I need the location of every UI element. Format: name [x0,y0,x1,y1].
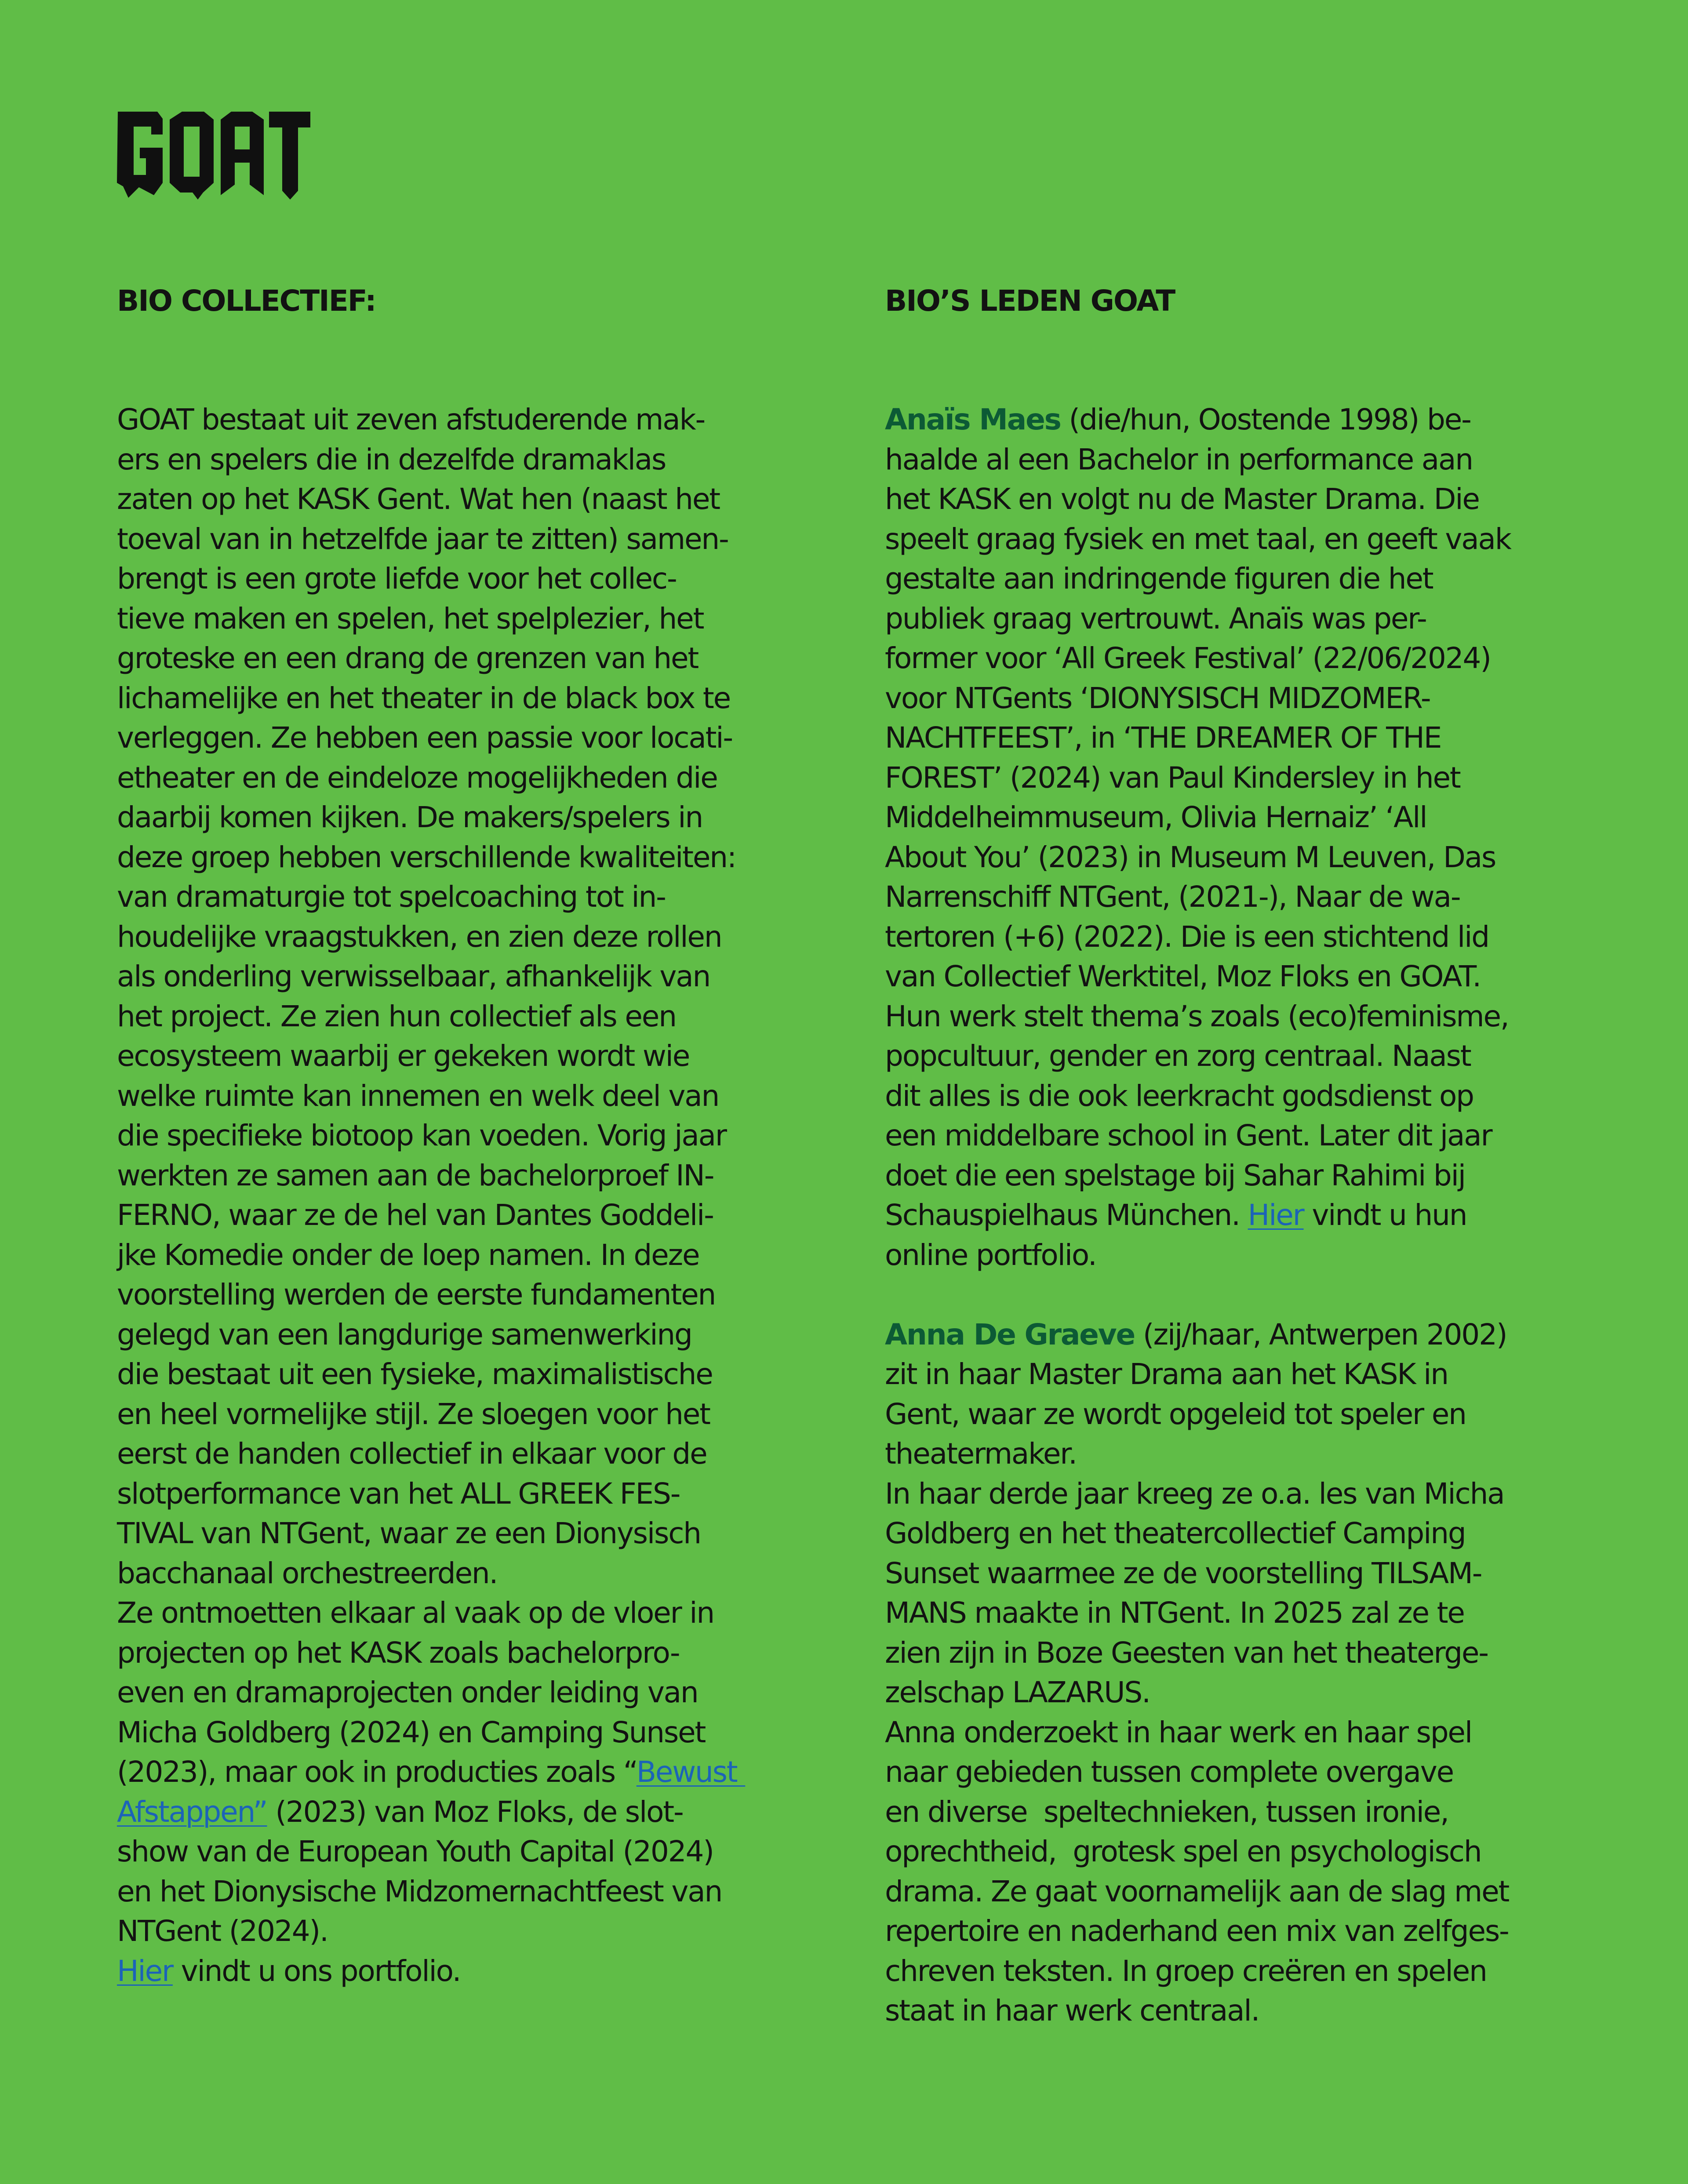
text-line [117,1911,794,1951]
text-line [885,559,1571,599]
text-segment: staat in haar werk centraal. [885,1994,1259,2028]
text-segment: als onderling verwisselbaar, afhankelijk van [117,959,710,993]
text-segment: naar gebieden tussen complete overgave [885,1755,1454,1789]
text-line [117,1236,794,1276]
text-segment: doet die een spelstage bij Sahar Rahimi bij [885,1158,1465,1192]
text-segment: About You’ (2023) in Museum M Leuven, Das [885,840,1496,874]
text-segment: Ze ontmoetten elkaar al vaak op de vloer in [117,1596,714,1630]
text-line [885,1514,1571,1554]
text-segment: gelegd van een langdurige samenwerking [117,1317,692,1352]
text-segment: TIVAL van NTGent, waar ze een Dionysisch [117,1516,701,1550]
members-bio-heading: BIO’S LEDEN GOAT [885,284,1175,318]
text-segment: NTGent (2024). [117,1914,328,1948]
text-line [885,1951,1571,1991]
text-segment: MANS maakte in NTGent. In 2025 zal ze te [885,1596,1464,1630]
text-line [885,718,1571,758]
text-segment: In haar derde jaar kreeg ze o.a. les van Micha [885,1476,1504,1511]
text-line [885,1752,1571,1792]
portfolio-link[interactable]: Hier [117,1954,173,1988]
text-segment: dit alles is die ook leerkracht godsdienst op [885,1079,1473,1113]
text-line [117,480,794,520]
text-segment: haalde al een Bachelor in performance aan [885,442,1473,476]
text-segment: het KASK en volgt nu de Master Drama. Die [885,482,1479,516]
text-segment: slotperformance van het ALL GREEK FES- [117,1476,680,1511]
text-segment: zit in haar Master Drama aan het KASK in [885,1357,1448,1391]
text-line [885,1792,1571,1832]
text-line [117,1156,794,1196]
text-segment: eerst de handen collectief in elkaar voor de [117,1437,707,1471]
text-segment: en het Dionysische Midzomernachtfeest van [117,1874,722,1908]
text-segment: zaten op het KASK Gent. Wat hen (naast het [117,482,720,516]
text-segment: lichamelijke en het theater in de black box te [117,681,731,715]
text-line [117,1872,794,1912]
text-line [885,798,1571,838]
text-line [885,1872,1571,1912]
text-line [117,1554,794,1594]
text-line [885,1434,1571,1474]
portfolio-link[interactable]: Afstappen” [117,1795,267,1829]
text-segment: (die/hun, Oostende 1998) be- [1060,403,1471,436]
member-name: Anna De Graeve [885,1317,1135,1352]
text-segment: (2023), maar ook in producties zoals “ [117,1755,637,1789]
text-line [885,1474,1571,1514]
text-line [117,1434,794,1474]
text-line [885,877,1571,917]
text-line [117,1951,794,1991]
text-line [885,957,1571,997]
text-line [885,1395,1571,1435]
text-line [117,400,794,440]
text-segment: groteske en een drang de grenzen van het [117,641,698,675]
text-line [117,1076,794,1116]
text-line [885,1713,1571,1753]
text-segment: show van de European Youth Capital (2024) [117,1835,713,1868]
text-segment: werkten ze samen aan de bachelorproef IN- [117,1158,714,1192]
text-segment: en heel vormelijke stijl. Ze sloegen voor het [117,1397,710,1431]
text-segment: vindt u hun [1303,1198,1467,1232]
text-line [885,1156,1571,1196]
text-line [117,758,794,798]
members-bio-column [885,281,1571,2031]
text-segment: zien zijn in Boze Geesten van het theaterge- [885,1635,1488,1670]
portfolio-link[interactable]: Hier [1248,1198,1304,1232]
text-segment: former voor ‘All Greek Festival’ (22/06/2024) [885,641,1491,675]
text-line [885,1593,1571,1633]
text-line [885,1554,1571,1594]
text-segment: die specifieke biotoop kan voeden. Vorig jaar [117,1119,726,1152]
text-line [885,1315,1571,1355]
text-segment: publiek graag vertrouwt. Anaïs was per- [885,601,1426,636]
text-segment: Micha Goldberg (2024) en Camping Sunset [117,1715,706,1749]
text-line [885,1673,1571,1713]
text-line [117,1116,794,1156]
text-line [885,1991,1571,2031]
text-segment: NACHTFEEST’, in ‘THE DREAMER OF THE [885,721,1441,755]
text-segment: FERNO, waar ze de hel van Dantes Goddeli- [117,1198,713,1232]
text-line [885,440,1571,480]
text-segment: jke Komedie onder de loep namen. In deze [117,1238,699,1272]
text-segment: van dramaturgie tot spelcoaching tot in- [117,880,666,914]
text-line [885,1076,1571,1116]
text-line [117,838,794,878]
collective-bio-text [117,400,794,1991]
member-name: Anaïs Maes [885,403,1061,436]
text-segment: verleggen. Ze hebben een passie voor locati- [117,721,733,755]
text-segment: die bestaat uit een fysieke, maximalistische [117,1357,713,1391]
text-line [117,1514,794,1554]
text-line [117,1474,794,1514]
text-line [117,997,794,1037]
text-segment: van Collectief Werktitel, Moz Floks en GOAT. [885,959,1481,993]
text-segment: popcultuur, gender en zorg centraal. Naast [885,1039,1471,1073]
text-segment: (2023) van Moz Floks, de slot- [267,1795,683,1829]
text-segment: theatermaker. [885,1437,1077,1471]
text-segment: drama. Ze gaat voornamelijk aan de slag met [885,1874,1509,1908]
text-line [885,758,1571,798]
text-line [885,1355,1571,1395]
text-segment: Narrenschiff NTGent, (2021-), Naar de wa- [885,880,1460,914]
text-line [885,520,1571,560]
text-line [117,957,794,997]
goat-logo [115,109,312,200]
text-segment: Middelheimmuseum, Olivia Hernaiz’ ‘All [885,800,1427,834]
text-segment: bacchanaal orchestreerden. [117,1556,498,1590]
text-line [117,1752,794,1792]
text-segment: Anna onderzoekt in haar werk en haar spel [885,1715,1472,1749]
text-segment: Gent, waar ze wordt opgeleid tot speler en [885,1397,1466,1431]
text-segment: een middelbare school in Gent. Later dit jaar [885,1119,1492,1152]
text-segment: oprechtheid, grotesk spel en psychologisch [885,1835,1481,1868]
text-segment: even en dramaprojecten onder leiding van [117,1675,698,1709]
text-segment: daarbij komen kijken. De makers/spelers in [117,800,703,834]
text-line [117,877,794,917]
text-line [117,1395,794,1435]
text-segment: online portfolio. [885,1238,1096,1272]
text-segment: brengt is een grote liefde voor het collec- [117,562,677,596]
text-line [117,440,794,480]
text-segment: houdelijke vraagstukken, en zien deze rollen [117,919,722,954]
text-line [117,718,794,758]
text-segment: ecosysteem waarbij er gekeken wordt wie [117,1039,690,1073]
text-line [885,1911,1571,1951]
text-line [885,1036,1571,1076]
text-segment: gestalte aan indringende figuren die het [885,562,1433,596]
text-segment: repertoire en naderhand een mix van zelfges- [885,1914,1509,1948]
text-line [885,1116,1571,1156]
text-segment: FOREST’ (2024) van Paul Kindersley in het [885,760,1460,795]
text-segment: tieve maken en spelen, het spelplezier, het [117,601,704,636]
portfolio-link[interactable]: Bewust [636,1755,746,1789]
text-line [117,1036,794,1076]
text-line [117,1275,794,1315]
text-line [885,599,1571,639]
text-line [885,1832,1571,1872]
text-segment: Sunset waarmee ze de voorstelling TILSAM- [885,1556,1482,1590]
text-line [117,1633,794,1673]
members-bio-text [885,400,1571,2031]
text-line [885,480,1571,520]
text-segment: zelschap LAZARUS. [885,1675,1150,1709]
text-line [117,1792,794,1832]
text-line [885,1236,1571,1276]
text-segment: vindt u ons portfolio. [172,1954,461,1988]
text-segment: (zij/haar, Antwerpen 2002) [1135,1317,1507,1352]
text-line [117,798,794,838]
text-line [885,679,1571,719]
text-segment: toeval van in hetzelfde jaar te zitten) samen- [117,522,728,556]
text-line [885,838,1571,878]
text-segment: Hun werk stelt thema’s zoals (eco)feminisme, [885,999,1509,1033]
text-line [885,639,1571,679]
text-line [885,917,1571,957]
text-line [117,1315,794,1355]
collective-bio-column [117,281,794,1991]
text-segment: GOAT bestaat uit zeven afstuderende mak- [117,403,705,436]
text-line [117,1832,794,1872]
text-line [117,639,794,679]
collective-bio-heading: BIO COLLECTIEF: [117,284,376,318]
text-segment: welke ruimte kan innemen en welk deel van [117,1079,719,1113]
text-line [117,559,794,599]
text-line [885,1196,1571,1236]
text-segment: deze groep hebben verschillende kwaliteiten: [117,840,736,874]
text-segment: speelt graag fysiek en met taal, en geeft vaak [885,522,1511,556]
text-line [117,1673,794,1713]
text-line [885,997,1571,1037]
goat-logo-icon [115,109,312,200]
text-line [117,917,794,957]
text-line [885,1633,1571,1673]
text-segment: projecten op het KASK zoals bachelorpro- [117,1635,680,1670]
text-line [117,1196,794,1236]
text-line [117,520,794,560]
text-segment: chreven teksten. In groep creëren en spelen [885,1954,1487,1988]
text-line [117,599,794,639]
text-segment: tertoren (+6) (2022). Die is een stichtend lid [885,919,1489,954]
paragraph-gap [885,1275,1571,1315]
text-line [117,1593,794,1633]
text-segment: Schauspielhaus München. [885,1198,1248,1232]
text-segment: voor NTGents ‘DIONYSISCH MIDZOMER- [885,681,1430,715]
text-segment: het project. Ze zien hun collectief als een [117,999,676,1033]
text-segment: voorstelling werden de eerste fundamenten [117,1278,716,1312]
text-segment: ers en spelers die in dezelfde dramaklas [117,442,666,476]
text-line [117,1713,794,1753]
text-segment: etheater en de eindeloze mogelijkheden die [117,760,717,795]
text-segment: en diverse speltechnieken, tussen ironie, [885,1795,1448,1829]
text-line [117,679,794,719]
text-segment: Goldberg en het theatercollectief Camping [885,1516,1466,1550]
text-line [885,400,1571,440]
text-line [117,1355,794,1395]
